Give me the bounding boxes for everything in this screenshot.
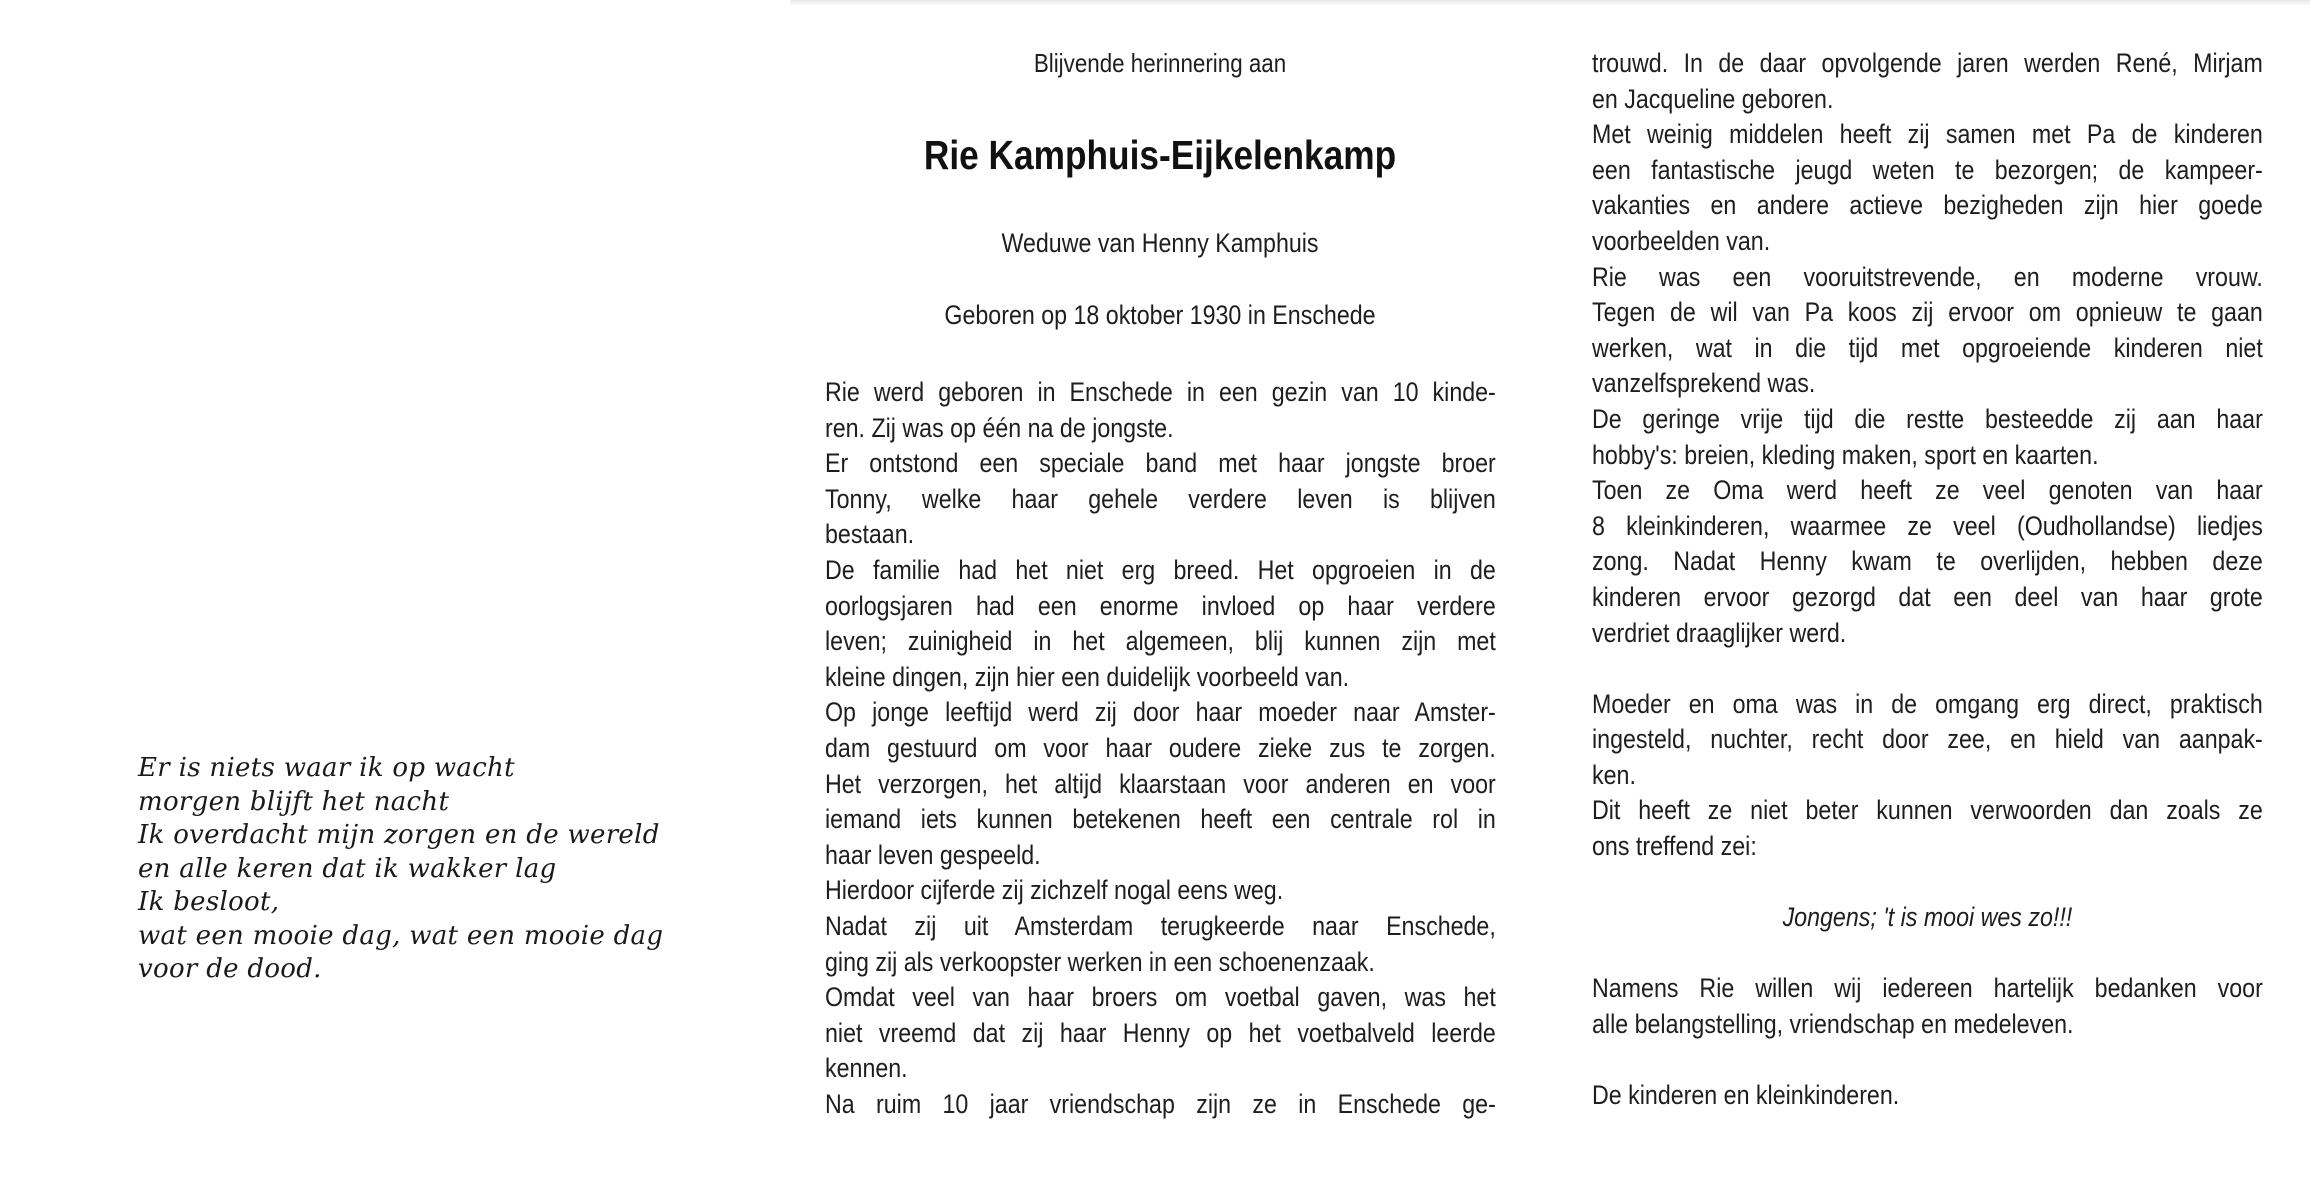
poem-line: Ik overdacht mijn zorgen en de wereld (138, 820, 660, 850)
text-line: trouwd. In de daar opvolgende jaren werden René, Mirjam (1592, 48, 2263, 78)
text-line: De geringe vrije tijd die restte besteedde zij aan haar (1592, 403, 2263, 434)
text-line: Toen ze Oma werd heeft ze veel genoten van haar (1592, 475, 2263, 506)
paragraph-gap (1592, 651, 2263, 687)
text-line: iemand iets kunnen betekenen heeft een centrale rol in (825, 804, 1496, 835)
biography-column-middle (825, 375, 1496, 1122)
quote: Jongens; 't is mooi wes zo!!! (1782, 902, 2073, 933)
widow-of: Weduwe van Henny Kamphuis (1001, 228, 1319, 258)
text-line: 8 kleinkinderen, waarmee ze veel (Oudhollandse) liedjes (1592, 510, 2263, 541)
paragraph-gap (1592, 865, 2263, 901)
memorial-intro: Blijvende herinnering aan (1033, 48, 1287, 78)
scan-edge-shadow (790, 0, 2310, 6)
poem-line: voor de dood. (138, 954, 322, 984)
paragraph-gap (1592, 1043, 2263, 1079)
text-line: bestaan. (825, 519, 915, 550)
poem-line: Ik besloot, (138, 887, 280, 917)
poem-line: en alle keren dat ik wakker lag (138, 853, 557, 884)
text-line: Nadat zij uit Amsterdam terugkeerde naar Enschede, (825, 910, 1496, 941)
poem-line: wat een mooie dag, wat een mooie dag (138, 920, 664, 951)
text-line: Er ontstond een speciale band met haar jongste broer (825, 448, 1496, 479)
text-line: De familie had het niet erg breed. Het opgroeien in de (825, 554, 1496, 585)
poem-line: morgen blijft het nacht (138, 786, 450, 817)
text-line: ken. (1592, 759, 1636, 790)
text-line: Omdat veel van haar broers om voetbal gaven, was het (825, 982, 1496, 1013)
paragraph-gap (1592, 936, 2263, 972)
text-line: vanzelfsprekend was. (1592, 368, 1816, 399)
text-line: Rie werd geboren in Enschede in een gezin van 10 kinde- (825, 377, 1496, 407)
text-line: Na ruim 10 jaar vriendschap zijn ze in Enschede ge- (825, 1088, 1496, 1119)
text-line: ingesteld, nuchter, recht door zee, en hield van aanpak- (1592, 724, 2263, 755)
text-line: leven; zuinigheid in het algemeen, blij kunnen zijn met (825, 626, 1496, 657)
text-line: voorbeelden van. (1592, 225, 1771, 256)
text-line: Namens Rie willen wij iedereen hartelijk bedanken voor (1592, 973, 2263, 1004)
text-line: niet vreemd dat zij haar Henny op het voetbalveld leerde (825, 1017, 1496, 1048)
text-line: kinderen ervoor gezorgd dat een deel van haar grote (1592, 581, 2263, 612)
biography-column-right (1592, 46, 2263, 1114)
text-line: verdriet draaglijker werd. (1592, 617, 1847, 648)
text-line: en Jacqueline geboren. (1592, 83, 1834, 114)
text-line: ging zij als verkoopster werken in een schoenenzaak. (825, 946, 1375, 977)
text-line: haar leven gespeeld. (825, 839, 1041, 870)
text-line: hobby's: breien, kleding maken, sport en kaarten. (1592, 439, 2099, 470)
poem-line: Er is niets waar ik op wacht (138, 753, 515, 783)
text-line: een fantastische jeugd weten te bezorgen; de kampeer- (1592, 154, 2263, 185)
text-line: oorlogsjaren had een enorme invloed op haar verdere (825, 590, 1496, 621)
text-line: alle belangstelling, vriendschap en medeleven. (1592, 1009, 2074, 1040)
poem (138, 752, 738, 987)
text-line: Op jonge leeftijd werd zij door haar moeder naar Amster- (825, 697, 1496, 728)
text-line: Rie was een vooruitstrevende, en moderne vrouw. (1592, 261, 2263, 292)
text-line: Het verzorgen, het altijd klaarstaan voor anderen en voor (825, 768, 1496, 799)
text-line: Dit heeft ze niet beter kunnen verwoorden dan zoals ze (1592, 795, 2263, 826)
text-line: kleine dingen, zijn hier een duidelijk voorbeeld van. (825, 661, 1350, 692)
text-line: ons treffend zei: (1592, 831, 1757, 862)
signature: De kinderen en kleinkinderen. (1592, 1080, 1900, 1111)
text-line: kennen. (825, 1053, 908, 1084)
birth-info: Geboren op 18 oktober 1930 in Enschede (944, 300, 1376, 330)
text-line: dam gestuurd om voor haar oudere zieke zus te zorgen. (825, 732, 1496, 763)
text-line: Tegen de wil van Pa koos zij ervoor om opnieuw te gaan (1592, 297, 2263, 328)
text-line: ren. Zij was op één na de jongste. (825, 412, 1174, 443)
text-line: Met weinig middelen heeft zij samen met Pa de kinderen (1592, 119, 2263, 150)
text-line: zong. Nadat Henny kwam te overlijden, hebben deze (1592, 546, 2263, 577)
text-line: Tonny, welke haar gehele verdere leven is blijven (825, 483, 1496, 514)
deceased-name: Rie Kamphuis-Eijkelenkamp (923, 132, 1397, 178)
text-line: Hierdoor cijferde zij zichzelf nogal eens weg. (825, 875, 1284, 906)
text-line: vakanties en andere actieve bezigheden zijn hier goede (1592, 190, 2263, 221)
text-line: werken, wat in die tijd met opgroeiende kinderen niet (1592, 332, 2263, 363)
text-line: Moeder en oma was in de omgang erg direct, praktisch (1592, 688, 2263, 719)
